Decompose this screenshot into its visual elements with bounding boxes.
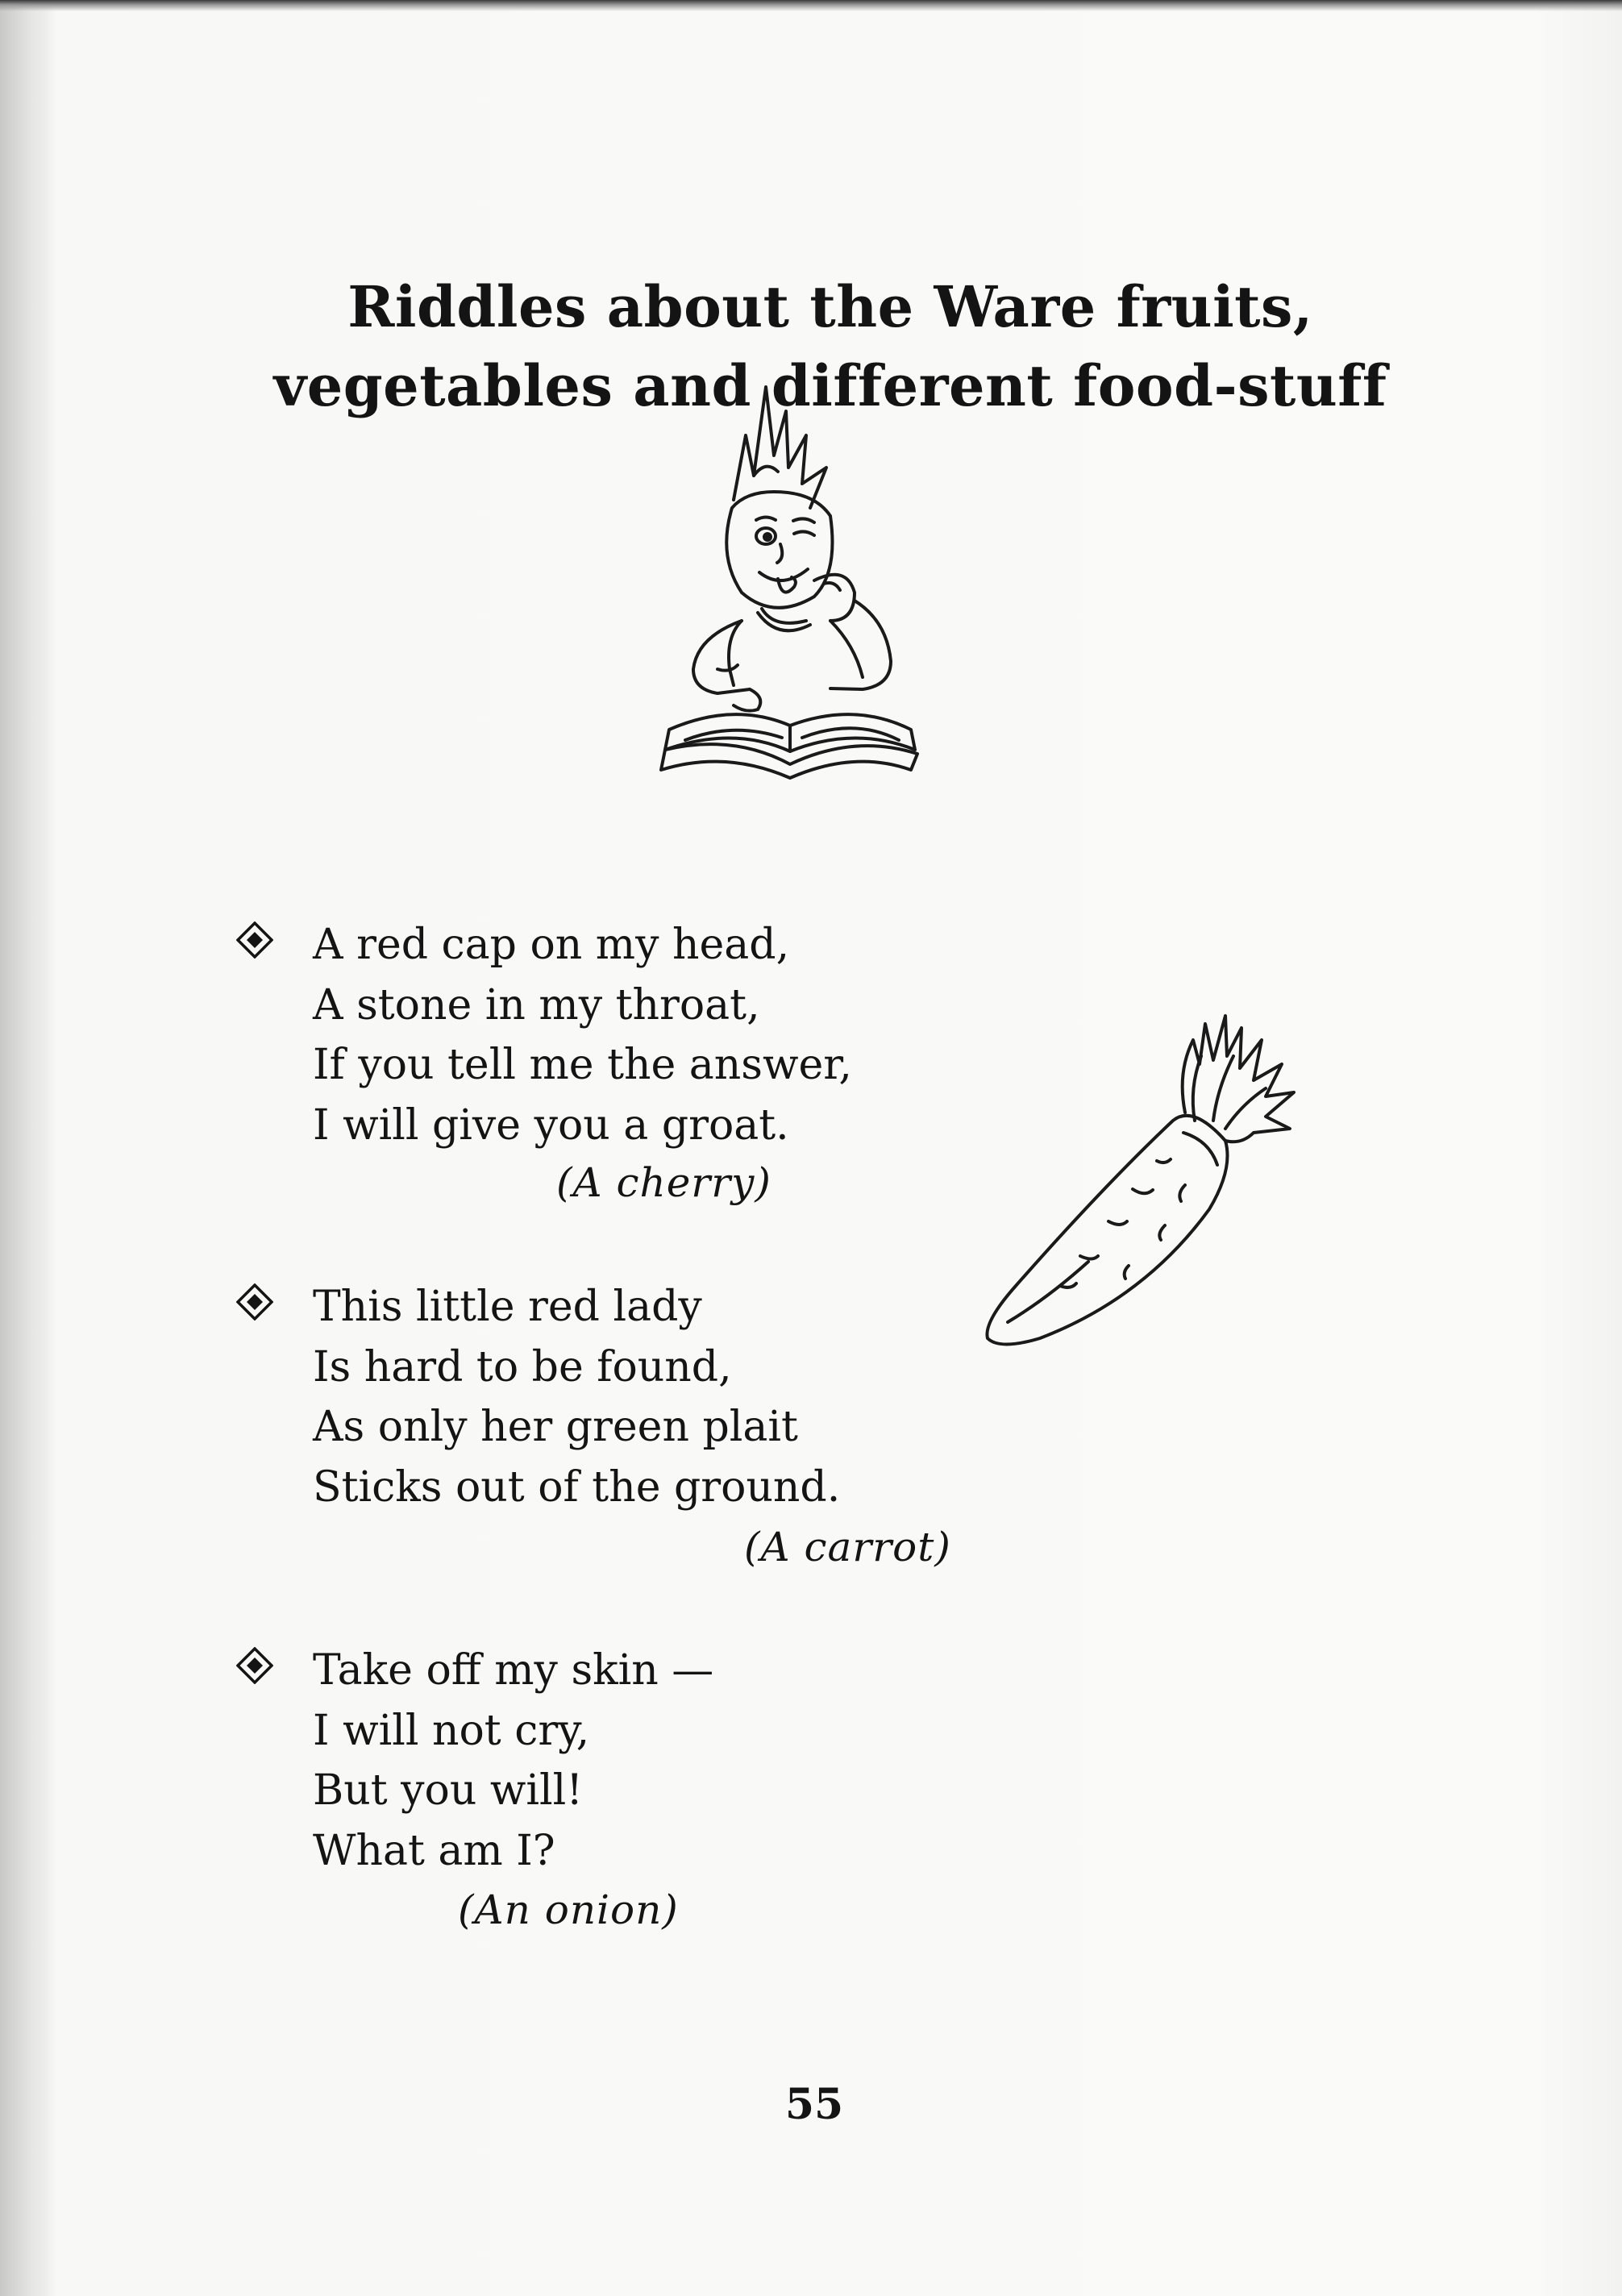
riddle-text [313,915,852,1155]
page-number: 55 [784,2080,844,2129]
riddle-line: Is hard to be found, [313,1342,732,1391]
riddle-text [313,1641,713,1881]
riddle-answer-onion: (An onion) [458,1886,679,1933]
carrot-illustration [984,1000,1322,1354]
title-line-2: vegetables and different food-stuff [273,351,1387,419]
page-top-edge [0,0,1622,11]
riddle-line: Sticks out of the ground. [313,1462,841,1512]
riddle-line: A red cap on my head, [313,921,790,969]
riddle-answer-carrot: (A carrot) [744,1524,951,1570]
riddle-line: I will not cry, [313,1706,590,1755]
riddle-line: If you tell me the answer, [313,1041,852,1089]
diamond-bullet-icon [236,921,273,959]
book-spine-shadow [0,0,56,2296]
riddle-line: A stone in my throat, [313,980,760,1029]
riddle-answer-cherry: (A cherry) [556,1159,771,1206]
boy-reading-book-illustration [613,379,967,782]
riddle-line: What am I? [313,1826,555,1875]
riddle-line: As only her green plait [313,1403,798,1451]
riddle-line: I will give you a groat. [313,1100,789,1150]
riddle-line: But you will! [313,1766,584,1815]
title-line-1: Riddles about the Ware fruits, [347,272,1313,340]
riddle-line: This little red lady [313,1283,702,1331]
riddle-line: Take off my skin — [313,1646,714,1695]
diamond-bullet-icon [236,1283,273,1321]
riddle-text [313,1277,840,1517]
diamond-bullet-icon [236,1647,273,1684]
